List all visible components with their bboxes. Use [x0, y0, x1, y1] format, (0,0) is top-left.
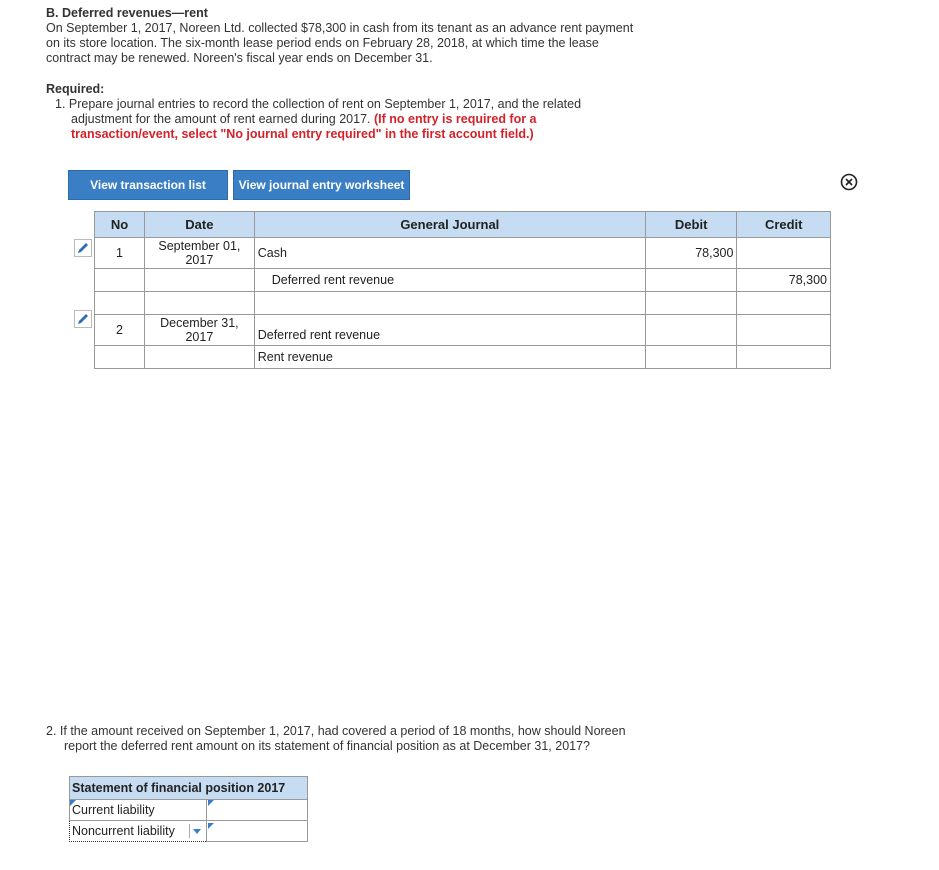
sfp-value-input[interactable]: [207, 821, 308, 842]
col-debit: Debit: [645, 212, 737, 238]
account-cell[interactable]: Rent revenue: [254, 346, 645, 369]
journal-header-row: [95, 212, 831, 238]
credit-cell[interactable]: [737, 292, 831, 315]
flag-marker-icon: [208, 800, 214, 806]
date-line: 2017: [185, 330, 214, 344]
sfp-label-cell[interactable]: [70, 800, 207, 821]
date-line: December 31,: [160, 316, 239, 330]
close-icon[interactable]: [840, 173, 858, 191]
sfp-label: Noncurrent liability: [72, 824, 175, 838]
row-no: [95, 292, 145, 315]
q1-instruction: (If no entry is required for a: [373, 112, 537, 126]
account-cell[interactable]: Deferred rent revenue: [254, 269, 645, 292]
required-label: Required:: [46, 82, 105, 96]
problem-line: contract may be renewed. Noreen's fiscal year ends on December 31.: [46, 51, 433, 65]
date-line: 2017: [185, 253, 214, 267]
q1-line2: [55, 112, 667, 127]
q1-instruction-cont: transaction/event, select "No journal entry required" in the first account field.): [71, 127, 534, 141]
account-cell[interactable]: Cash: [254, 238, 645, 269]
table-row: [95, 346, 831, 369]
row-date: [145, 238, 255, 269]
sfp-label: Current liability: [72, 803, 155, 817]
table-row: [95, 315, 831, 346]
credit-cell[interactable]: [737, 315, 831, 346]
q1-line1: 1. Prepare journal entries to record the collection of rent on September 1, 2017, and the related: [55, 97, 582, 111]
sfp-row: [70, 800, 308, 821]
debit-cell[interactable]: [645, 315, 737, 346]
col-no: No: [95, 212, 145, 238]
sfp-title: Statement of financial position 2017: [70, 777, 308, 800]
problem-heading: B. Deferred revenues—rent: [46, 6, 208, 20]
debit-cell[interactable]: [645, 292, 737, 315]
q2-line1: 2. If the amount received on September 1, 2017, had covered a period of 18 months, how should Noreen: [46, 724, 626, 738]
table-row: [95, 292, 831, 315]
view-transaction-list-button[interactable]: View transaction list: [68, 170, 228, 200]
sfp-row: [70, 821, 308, 842]
sfp-table: [69, 776, 308, 842]
q1-line2-text: adjustment for the amount of rent earned during 2017.: [71, 112, 371, 126]
debit-cell[interactable]: 78,300: [645, 238, 737, 269]
account-cell[interactable]: Deferred rent revenue: [254, 315, 645, 346]
problem-line: on its store location. The six-month lease period ends on February 28, 2018, at which time the lease: [46, 36, 599, 50]
sfp-header-row: [70, 777, 308, 800]
row-date: [145, 315, 255, 346]
view-journal-entry-worksheet-button[interactable]: View journal entry worksheet: [233, 170, 410, 200]
credit-cell[interactable]: [737, 346, 831, 369]
edit-entry-1-icon[interactable]: [74, 239, 92, 257]
chevron-down-icon[interactable]: [189, 824, 204, 838]
col-credit: Credit: [737, 212, 831, 238]
date-line: September 01,: [158, 239, 241, 253]
problem-line: On September 1, 2017, Noreen Ltd. collected $78,300 in cash from its tenant as an advance rent payment: [46, 21, 634, 35]
col-date: Date: [145, 212, 255, 238]
problem-description: [46, 21, 666, 66]
table-row: [95, 238, 831, 269]
debit-cell[interactable]: [645, 346, 737, 369]
row-date: [145, 346, 255, 369]
flag-marker-icon: [70, 800, 76, 806]
debit-cell[interactable]: [645, 269, 737, 292]
question-1: [55, 97, 667, 142]
row-no: [95, 346, 145, 369]
row-date: [145, 292, 255, 315]
table-row: [95, 269, 831, 292]
col-general-journal: General Journal: [254, 212, 645, 238]
sfp-label-select[interactable]: [70, 821, 207, 842]
sfp-value-input[interactable]: [207, 800, 308, 821]
row-date: [145, 269, 255, 292]
row-no: 1: [95, 238, 145, 269]
credit-cell[interactable]: [737, 238, 831, 269]
row-no: [95, 269, 145, 292]
question-2: [46, 724, 671, 754]
journal-table: [94, 211, 831, 369]
edit-entry-2-icon[interactable]: [74, 310, 92, 328]
account-cell[interactable]: [254, 292, 645, 315]
q2-line2: report the deferred rent amount on its statement of financial position as at December 31, 2017?: [64, 739, 591, 753]
flag-marker-icon: [208, 823, 214, 829]
credit-cell[interactable]: 78,300: [737, 269, 831, 292]
row-no: 2: [95, 315, 145, 346]
